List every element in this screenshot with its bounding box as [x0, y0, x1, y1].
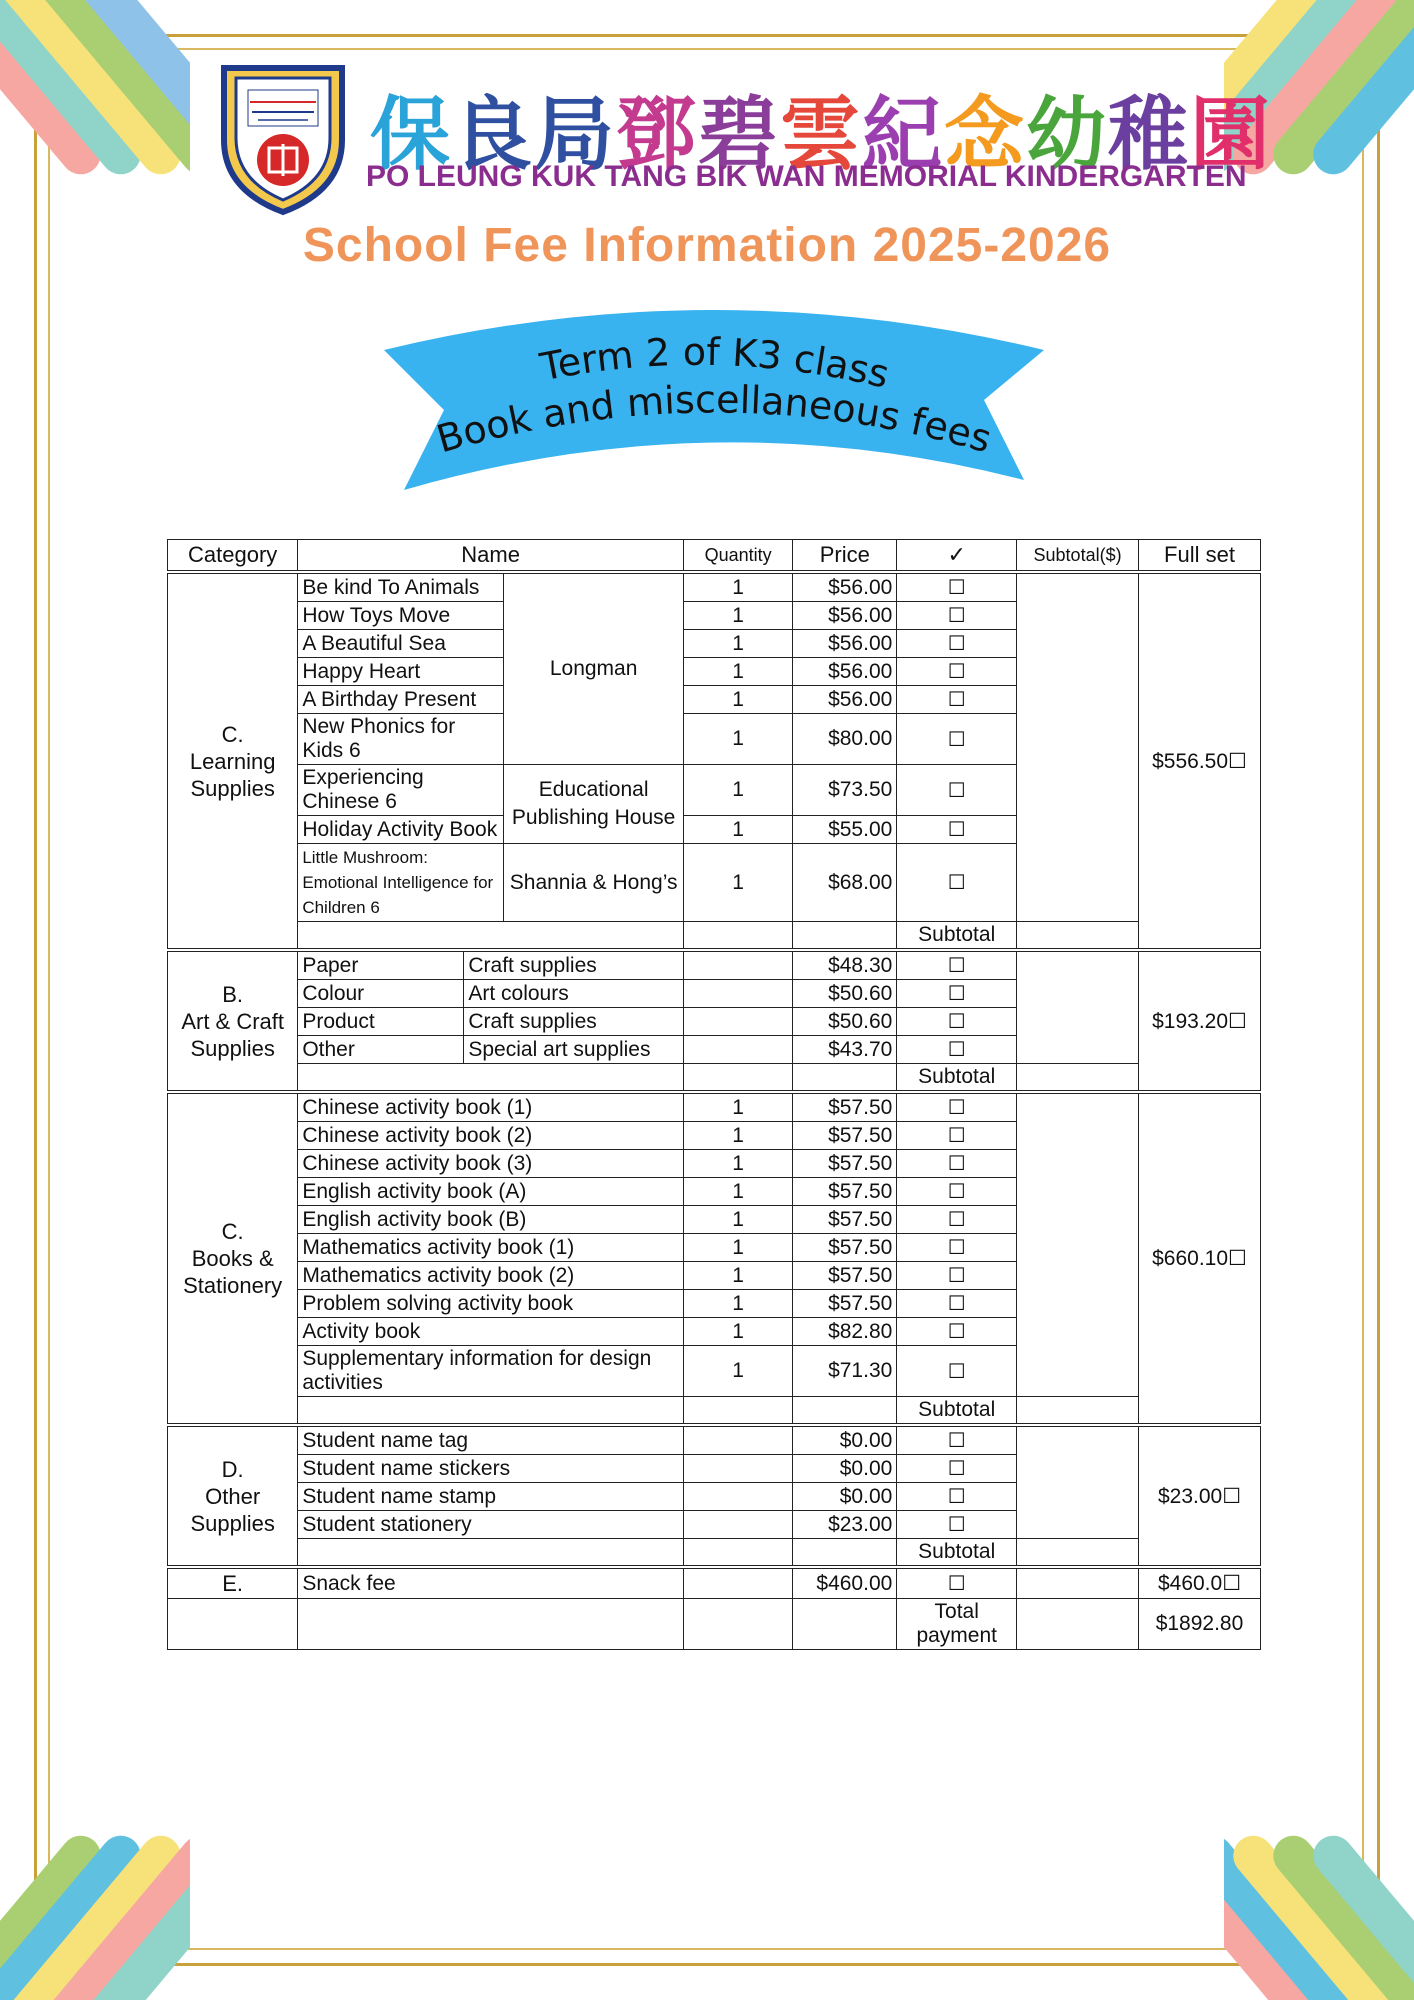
blank-cell: [683, 922, 792, 951]
item-name: Product: [298, 1008, 464, 1036]
table-header-row: [168, 540, 1261, 573]
category-learning-supplies: C. Learning Supplies: [168, 572, 298, 950]
total-payment-value: $1892.80: [1139, 1599, 1261, 1650]
school-name-char: 幼: [1026, 90, 1108, 179]
decor-stripes-bottom-right: [1224, 1810, 1414, 2000]
item-name: Student name stamp: [298, 1483, 684, 1511]
item-name: Happy Heart: [298, 658, 504, 686]
item-price: $57.50: [793, 1290, 897, 1318]
blank-cell: [683, 1539, 792, 1568]
decor-stripes-top-left: [0, 0, 190, 190]
school-name-char: 局: [534, 90, 616, 179]
blank-cell: [168, 1599, 298, 1650]
item-checkbox[interactable]: ☐: [897, 1150, 1017, 1178]
subtotal-value[interactable]: [1017, 1064, 1139, 1093]
publisher-longman: Longman: [504, 572, 684, 765]
blank-cell: [298, 1599, 684, 1650]
item-quantity: 1: [683, 1234, 792, 1262]
item-quantity: [683, 1036, 792, 1064]
blank-cell: [298, 1397, 684, 1426]
item-quantity: [683, 1008, 792, 1036]
category-books-stationery: C. Books & Stationery: [168, 1092, 298, 1425]
ribbon-banner: [364, 290, 1064, 500]
subtotal-value[interactable]: [1017, 922, 1139, 951]
subtotal-value[interactable]: [1017, 1397, 1139, 1426]
col-header-category: Category: [168, 540, 298, 573]
subtotal-cell[interactable]: [1017, 950, 1139, 1064]
item-checkbox[interactable]: ☐: [897, 1036, 1017, 1064]
fee-table: [167, 539, 1261, 1650]
item-quantity: 1: [683, 572, 792, 602]
item-quantity: [683, 1511, 792, 1539]
item-quantity: 1: [683, 816, 792, 844]
full-set-other[interactable]: $23.00☐: [1139, 1425, 1261, 1567]
school-name-char: 園: [1190, 90, 1272, 179]
category-other-supplies: D. Other Supplies: [168, 1425, 298, 1567]
item-price: $48.30: [793, 950, 897, 980]
item-checkbox[interactable]: ☐: [897, 1092, 1017, 1122]
item-price: $56.00: [793, 658, 897, 686]
full-set-snack[interactable]: $460.0☐: [1139, 1567, 1261, 1599]
item-checkbox[interactable]: ☐: [897, 1290, 1017, 1318]
school-name-char: 良: [452, 90, 534, 179]
school-name-english: PO LEUNG KUK TANG BIK WAN MEMORIAL KINDERGARTEN: [366, 160, 1247, 193]
item-quantity: [683, 1567, 792, 1599]
item-quantity: 1: [683, 1346, 792, 1397]
item-price: $71.30: [793, 1346, 897, 1397]
item-name: A Beautiful Sea: [298, 630, 504, 658]
subtotal-cell[interactable]: [1017, 1567, 1139, 1599]
col-header-subtotal: Subtotal($): [1017, 540, 1139, 573]
item-price: $57.50: [793, 1092, 897, 1122]
item-price: $56.00: [793, 686, 897, 714]
item-checkbox[interactable]: ☐: [897, 1425, 1017, 1455]
item-quantity: 1: [683, 1122, 792, 1150]
blank-cell: [793, 922, 897, 951]
item-price: $43.70: [793, 1036, 897, 1064]
page-heading: School Fee Information 2025-2026: [302, 219, 1112, 272]
item-price: $50.60: [793, 1008, 897, 1036]
subtotal-value[interactable]: [1017, 1539, 1139, 1568]
subtotal-label: Subtotal: [897, 1539, 1017, 1568]
item-quantity: 1: [683, 844, 792, 922]
item-checkbox[interactable]: ☐: [897, 1483, 1017, 1511]
school-name-char: 保: [370, 90, 452, 179]
item-name: Snack fee: [298, 1567, 684, 1599]
item-checkbox[interactable]: ☐: [897, 1511, 1017, 1539]
full-set-art[interactable]: $193.20☐: [1139, 950, 1261, 1092]
item-price: $57.50: [793, 1262, 897, 1290]
blank-cell: [793, 1539, 897, 1568]
school-name-char: 鄧: [616, 90, 698, 179]
item-price: $57.50: [793, 1178, 897, 1206]
item-name: Other: [298, 1036, 464, 1064]
item-description: Special art supplies: [464, 1036, 684, 1064]
blank-cell: [298, 1064, 684, 1093]
item-name: How Toys Move: [298, 602, 504, 630]
item-price: $68.00: [793, 844, 897, 922]
subtotal-cell[interactable]: [1017, 572, 1139, 922]
item-checkbox[interactable]: ☐: [897, 950, 1017, 980]
item-quantity: 1: [683, 1178, 792, 1206]
item-name: Chinese activity book (2): [298, 1122, 684, 1150]
item-name: Colour: [298, 980, 464, 1008]
item-quantity: 1: [683, 602, 792, 630]
item-price: $57.50: [793, 1234, 897, 1262]
item-checkbox[interactable]: ☐: [897, 765, 1017, 816]
subtotal-label: Subtotal: [897, 922, 1017, 951]
table-row: [168, 1092, 1261, 1122]
item-checkbox[interactable]: ☐: [897, 1234, 1017, 1262]
category-art-craft: B. Art & Craft Supplies: [168, 950, 298, 1092]
item-quantity: [683, 1455, 792, 1483]
item-price: $57.50: [793, 1206, 897, 1234]
item-price: $23.00: [793, 1511, 897, 1539]
item-description: Art colours: [464, 980, 684, 1008]
item-checkbox[interactable]: ☐: [897, 980, 1017, 1008]
item-name: English activity book (A): [298, 1178, 684, 1206]
item-name: Mathematics activity book (2): [298, 1262, 684, 1290]
item-description: Craft supplies: [464, 950, 684, 980]
item-quantity: 1: [683, 714, 792, 765]
table-row: [168, 950, 1261, 980]
blank-cell: [683, 1064, 792, 1093]
decor-stripes-bottom-left: [0, 1810, 190, 2000]
item-checkbox[interactable]: ☐: [897, 572, 1017, 602]
item-checkbox[interactable]: ☐: [897, 1122, 1017, 1150]
item-price: $80.00: [793, 714, 897, 765]
blank-cell: [683, 1397, 792, 1426]
item-checkbox[interactable]: ☐: [897, 630, 1017, 658]
item-price: $56.00: [793, 602, 897, 630]
item-price: $55.00: [793, 816, 897, 844]
item-name: A Birthday Present: [298, 686, 504, 714]
table-row: [168, 1539, 1261, 1568]
item-quantity: 1: [683, 765, 792, 816]
publisher-shannia: Shannia & Hong’s: [504, 844, 684, 922]
item-quantity: 1: [683, 1206, 792, 1234]
school-name-char: 紀: [862, 90, 944, 179]
item-name: Student stationery: [298, 1511, 684, 1539]
item-quantity: 1: [683, 630, 792, 658]
blank-cell: [1017, 1599, 1139, 1650]
item-name: English activity book (B): [298, 1206, 684, 1234]
item-price: $56.00: [793, 630, 897, 658]
ribbon-line-2: Book and miscellaneous fees: [431, 377, 997, 462]
table-row: [168, 1425, 1261, 1455]
item-price: $50.60: [793, 980, 897, 1008]
item-checkbox[interactable]: ☐: [897, 1178, 1017, 1206]
item-checkbox[interactable]: ☐: [897, 844, 1017, 922]
table-row: [168, 572, 1261, 602]
item-price: $460.00: [793, 1567, 897, 1599]
item-price: $73.50: [793, 765, 897, 816]
school-name-char: 碧: [698, 90, 780, 179]
item-name: Be kind To Animals: [298, 572, 504, 602]
item-checkbox[interactable]: ☐: [897, 1455, 1017, 1483]
col-header-full-set: Full set: [1139, 540, 1261, 573]
school-name-char: 稚: [1108, 90, 1190, 179]
table-row: [168, 1397, 1261, 1426]
table-row: [168, 922, 1261, 951]
item-quantity: 1: [683, 686, 792, 714]
subtotal-label: Subtotal: [897, 1397, 1017, 1426]
item-quantity: 1: [683, 1318, 792, 1346]
ribbon-line-1: Term 2 of K3 class: [536, 329, 894, 397]
item-name: Experiencing Chinese 6: [298, 765, 504, 816]
col-header-check: ✓: [897, 540, 1017, 573]
school-crest-logo: [214, 60, 352, 216]
item-checkbox[interactable]: ☐: [897, 1206, 1017, 1234]
item-quantity: [683, 980, 792, 1008]
blank-cell: [683, 1599, 792, 1650]
item-checkbox[interactable]: ☐: [897, 816, 1017, 844]
item-price: $0.00: [793, 1425, 897, 1455]
item-quantity: [683, 1483, 792, 1511]
item-name: Student name tag: [298, 1425, 684, 1455]
subtotal-label: Subtotal: [897, 1064, 1017, 1093]
item-quantity: 1: [683, 1150, 792, 1178]
item-quantity: 1: [683, 658, 792, 686]
blank-cell: [793, 1064, 897, 1093]
school-name-char: 念: [944, 90, 1026, 179]
item-checkbox[interactable]: ☐: [897, 658, 1017, 686]
item-description: Craft supplies: [464, 1008, 684, 1036]
item-name: Little Mushroom: Emotional Intelligence for Children 6: [298, 844, 504, 922]
table-row: [168, 1567, 1261, 1599]
subtotal-cell[interactable]: [1017, 1092, 1139, 1397]
subtotal-cell[interactable]: [1017, 1425, 1139, 1539]
item-quantity: 1: [683, 1092, 792, 1122]
item-price: $0.00: [793, 1483, 897, 1511]
item-price: $57.50: [793, 1150, 897, 1178]
col-header-price: Price: [793, 540, 897, 573]
item-name: Holiday Activity Book: [298, 816, 504, 844]
item-checkbox[interactable]: ☐: [897, 1567, 1017, 1599]
item-price: $56.00: [793, 572, 897, 602]
item-checkbox[interactable]: ☐: [897, 1318, 1017, 1346]
publisher-educational: Educational Publishing House: [504, 765, 684, 844]
full-set-learning[interactable]: $556.50☐: [1139, 572, 1261, 950]
item-price: $57.50: [793, 1122, 897, 1150]
item-quantity: [683, 950, 792, 980]
item-quantity: [683, 1425, 792, 1455]
table-row: [168, 1064, 1261, 1093]
item-checkbox[interactable]: ☐: [897, 686, 1017, 714]
blank-cell: [298, 1539, 684, 1568]
item-name: Supplementary information for design activities: [298, 1346, 684, 1397]
full-set-books[interactable]: $660.10☐: [1139, 1092, 1261, 1425]
item-name: Problem solving activity book: [298, 1290, 684, 1318]
school-name-char: 雲: [780, 90, 862, 179]
item-checkbox[interactable]: ☐: [897, 1008, 1017, 1036]
item-name: Chinese activity book (1): [298, 1092, 684, 1122]
item-price: $0.00: [793, 1455, 897, 1483]
item-quantity: 1: [683, 1262, 792, 1290]
item-name: New Phonics for Kids 6: [298, 714, 504, 765]
item-name: Activity book: [298, 1318, 684, 1346]
item-checkbox[interactable]: ☐: [897, 1346, 1017, 1397]
item-name: Paper: [298, 950, 464, 980]
blank-cell: [793, 1599, 897, 1650]
blank-cell: [298, 922, 684, 951]
col-header-quantity: Quantity: [683, 540, 792, 573]
item-name: Mathematics activity book (1): [298, 1234, 684, 1262]
category-snack: E.: [168, 1567, 298, 1599]
table-row: [168, 1599, 1261, 1650]
item-name: Chinese activity book (3): [298, 1150, 684, 1178]
item-checkbox[interactable]: ☐: [897, 1262, 1017, 1290]
item-quantity: 1: [683, 1290, 792, 1318]
blank-cell: [793, 1397, 897, 1426]
item-checkbox[interactable]: ☐: [897, 714, 1017, 765]
col-header-name: Name: [298, 540, 684, 573]
item-checkbox[interactable]: ☐: [897, 602, 1017, 630]
total-label: Total payment: [897, 1599, 1017, 1650]
item-price: $82.80: [793, 1318, 897, 1346]
item-name: Student name stickers: [298, 1455, 684, 1483]
